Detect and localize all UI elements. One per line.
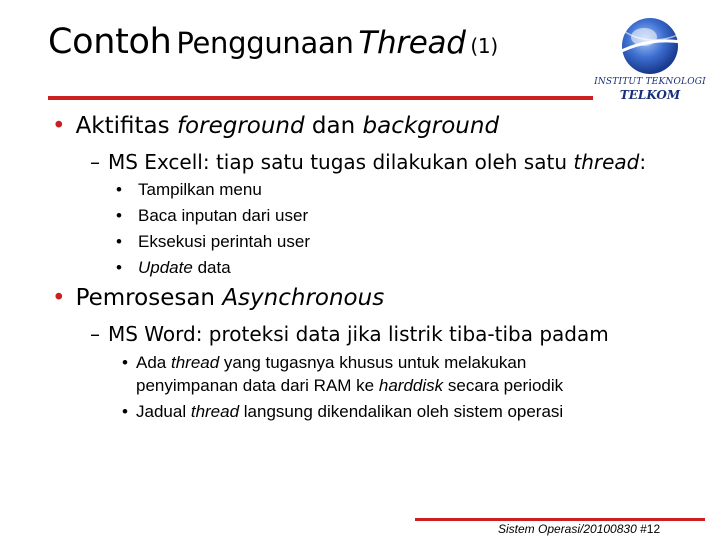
list-item-italic: thread bbox=[190, 402, 240, 421]
bullet-text: Aktifitas bbox=[75, 113, 170, 139]
sub-bullet-italic: thread bbox=[573, 150, 640, 174]
bullet-async bbox=[52, 285, 384, 311]
logo-line-2: TELKOM bbox=[619, 88, 681, 102]
bullet-italic: Asynchronous bbox=[222, 285, 385, 311]
title-word-2: Penggunaan bbox=[176, 26, 354, 60]
sub-bullet-suffix: : bbox=[639, 150, 647, 174]
bullet-dot: • bbox=[116, 180, 122, 199]
sub-bullet-text: MS Word: proteksi data jika listrik tiba-tiba padam bbox=[108, 322, 609, 346]
bullet-dot: • bbox=[116, 232, 122, 251]
list-item bbox=[116, 258, 231, 278]
slide-title bbox=[48, 22, 498, 62]
sub-bullet-excel bbox=[90, 150, 646, 174]
list-item bbox=[122, 353, 526, 373]
bullet-activities bbox=[52, 113, 499, 139]
list-item-italic: Update bbox=[138, 258, 193, 277]
list-item-text: Ada bbox=[136, 353, 167, 372]
footer-text: Sistem Operasi/20100830 bbox=[498, 522, 637, 536]
list-item bbox=[116, 206, 308, 226]
footer-rule bbox=[415, 518, 705, 521]
bullet-dot: • bbox=[52, 113, 66, 139]
title-number: (1) bbox=[470, 34, 498, 58]
title-word-1: Contoh bbox=[48, 22, 172, 62]
list-item bbox=[122, 402, 563, 422]
list-item-continuation bbox=[136, 376, 563, 396]
bullet-dot: • bbox=[122, 353, 128, 372]
logo-line-1: INSTITUT TEKNOLOGI bbox=[594, 77, 706, 87]
list-item-italic: harddisk bbox=[378, 376, 444, 395]
sub-bullet-dash: – bbox=[90, 150, 100, 174]
bullet-italic: background bbox=[362, 113, 500, 139]
footer bbox=[498, 522, 660, 536]
list-item-text: langsung dikendalikan oleh sistem operasi bbox=[243, 402, 564, 421]
list-item-text: Jadual bbox=[136, 402, 187, 421]
list-item-text: penyimpanan data dari RAM ke bbox=[136, 376, 375, 395]
list-item-text: Tampilkan menu bbox=[138, 180, 262, 199]
bullet-dot: • bbox=[122, 402, 128, 421]
sub-bullet-text: MS Excell: tiap satu tugas dilakukan oleh satu bbox=[108, 150, 567, 174]
bullet-italic: foreground bbox=[176, 113, 305, 139]
list-item bbox=[116, 232, 310, 252]
bullet-dot: • bbox=[52, 285, 66, 311]
list-item-text: secara periodik bbox=[447, 376, 564, 395]
title-word-3: Thread bbox=[358, 25, 466, 61]
list-item-text: Eksekusi perintah user bbox=[138, 232, 310, 251]
page-number: #12 bbox=[640, 522, 661, 536]
list-item-text: yang tugasnya khusus untuk melakukan bbox=[223, 353, 527, 372]
list-item-text: data bbox=[197, 258, 231, 277]
globe-icon bbox=[592, 16, 708, 78]
list-item-text: Baca inputan dari user bbox=[138, 206, 309, 225]
sub-bullet-word bbox=[90, 322, 609, 346]
institution-logo bbox=[592, 16, 708, 106]
sub-bullet-dash: – bbox=[90, 322, 100, 346]
bullet-text: dan bbox=[311, 113, 356, 139]
bullet-dot: • bbox=[116, 258, 122, 277]
bullet-text: Pemrosesan bbox=[75, 285, 215, 311]
title-underline bbox=[48, 96, 593, 100]
list-item-italic: thread bbox=[170, 353, 220, 372]
bullet-dot: • bbox=[116, 206, 122, 225]
list-item bbox=[116, 180, 262, 200]
